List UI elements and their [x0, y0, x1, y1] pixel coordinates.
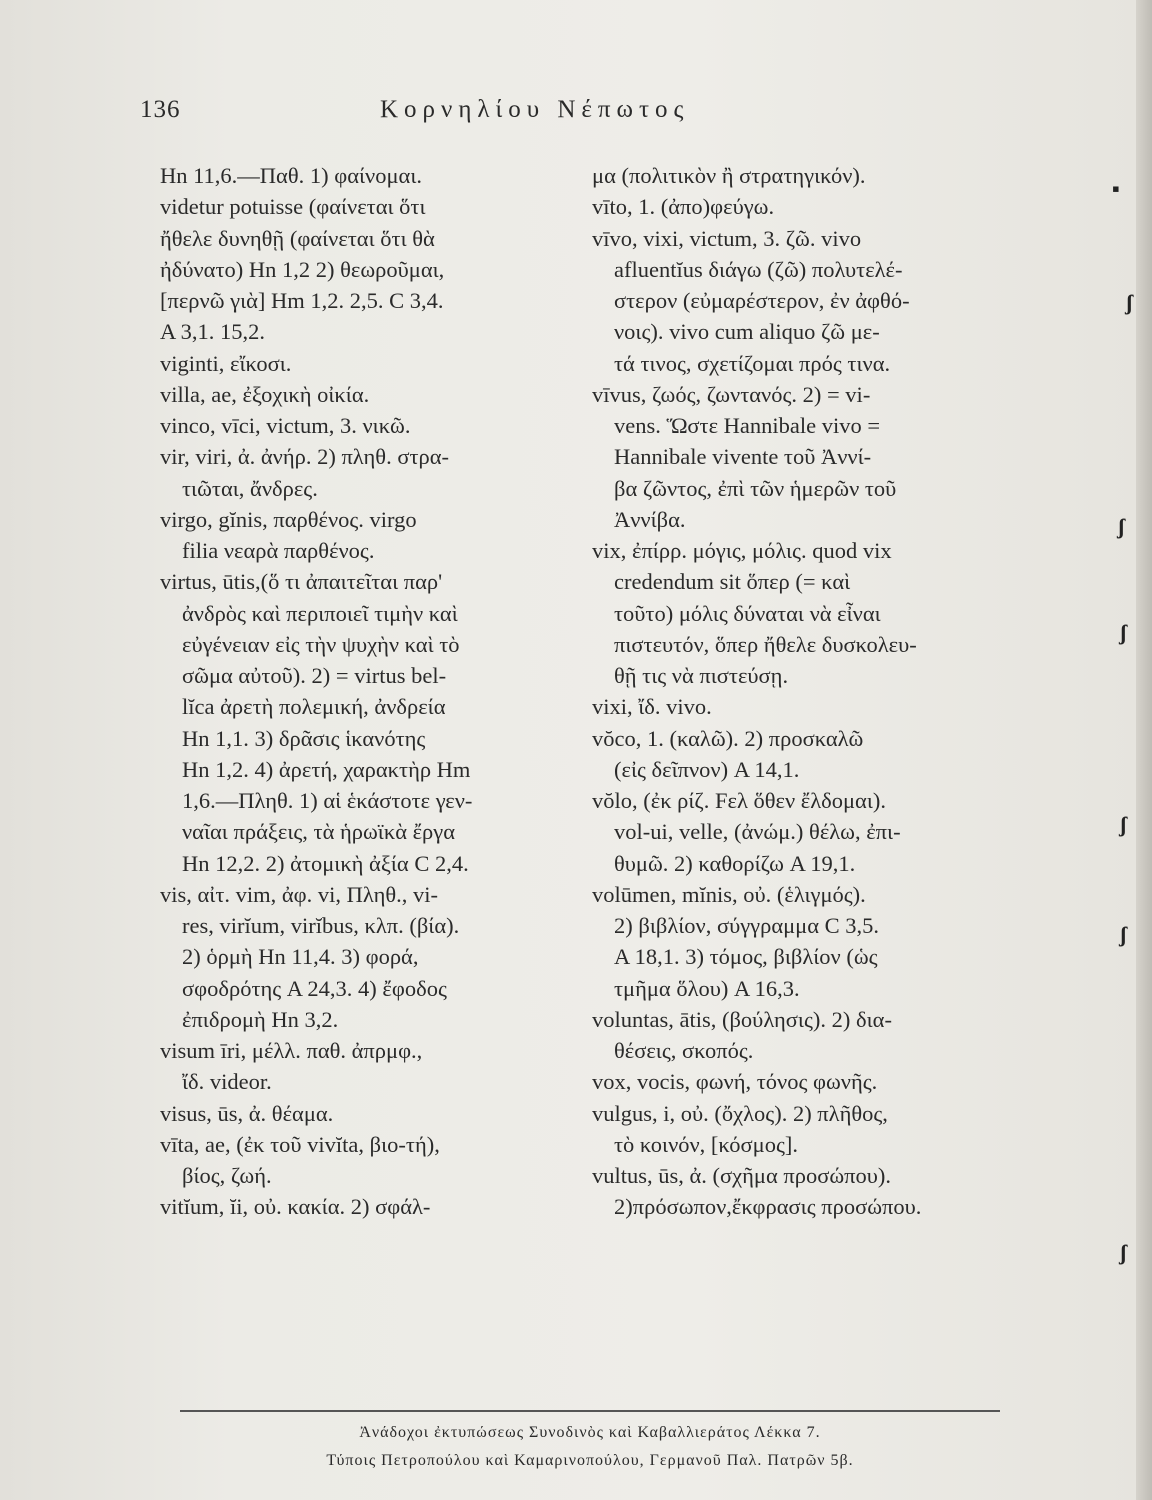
dictionary-line: vŏco, 1. (καλῶ). 2) προσκαλῶ: [592, 725, 864, 751]
dictionary-line: σῶμα αὐτοῦ). 2) = virtus bel-: [182, 663, 447, 688]
dictionary-line: filia νεαρὰ παρθένος.: [182, 538, 375, 563]
dictionary-line: μα (πολιτικὸν ἢ στρατηγικόν).: [592, 163, 866, 188]
dictionary-line: ἴδ. videor.: [182, 1069, 272, 1095]
dictionary-line: videtur potuisse (φαίνεται ὅτι: [160, 194, 426, 220]
dictionary-line: virtus, ūtis,(ὅ τι ἀπαιτεῖται παρ': [160, 569, 443, 595]
binding-hole-mark: ʃ: [1120, 812, 1127, 837]
dictionary-line: Hannibale vivente τοῦ Ἀννί-: [614, 444, 872, 470]
dictionary-line: vitĭum, ĭi, οὐ. κακία. 2) σφάλ-: [160, 1194, 431, 1220]
dictionary-line: vinco, vīci, victum, 3. νικῶ.: [160, 413, 411, 438]
footer-publisher-line: Ἀνάδοχοι ἐκτυπώσεως Συνοδινὸς καὶ Καβαλλιεράτος Λέκκα 7.: [359, 1424, 821, 1441]
dictionary-line: credendum sit ὅπερ (= καὶ: [614, 569, 851, 595]
dictionary-line: Hn 1,2. 4) ἀρετή, χαρακτὴρ Hm: [182, 756, 471, 782]
dictionary-line: virgo, gĭnis, παρθένος. virgo: [160, 506, 417, 532]
dictionary-line: [περνῶ γιὰ] Hm 1,2. 2,5. C 3,4.: [160, 288, 444, 313]
dictionary-line: 1,6.—Πληθ. 1) αἱ ἑκάστοτε γεν-: [182, 788, 473, 813]
dictionary-line: lĭca ἀρετὴ πολεμική, ἀνδρεία: [182, 694, 446, 720]
dictionary-line: afluentĭus διάγω (ζῶ) πολυτελέ-: [614, 256, 903, 282]
dictionary-line: voluntas, ātis, (βούλησις). 2) δια-: [592, 1006, 892, 1032]
page-header: [140, 96, 1000, 136]
dictionary-line: τοῦτο) μόλις δύναται νὰ εἶναι: [614, 600, 881, 626]
dictionary-line: ἀνδρὸς καὶ περιποιεῖ τιμὴν καὶ: [182, 600, 458, 626]
dictionary-line: vulgus, i, οὐ. (ὄχλος). 2) πλῆθος,: [592, 1100, 888, 1126]
dictionary-line: πιστευτόν, ὅπερ ἤθελε δυσκολευ-: [614, 631, 917, 657]
binding-hole-mark: ʃ: [1120, 620, 1127, 645]
dictionary-line: τά τινος, σχετίζομαι πρός τινα.: [614, 350, 891, 376]
dictionary-line: Hn 11,6.—Παθ. 1) φαίνομαι.: [160, 163, 423, 188]
running-title: Κορνηλίου Νέπωτος: [380, 96, 690, 123]
dictionary-line: visum īri, μέλλ. παθ. ἀπρμφ.,: [160, 1038, 423, 1063]
left-column: [160, 160, 580, 1223]
dictionary-line: vŏlo, (ἐκ ρίζ. Fελ ὅθεν ἔλδομαι).: [592, 788, 887, 813]
dictionary-line: (εἰς δεῖπνον) A 14,1.: [614, 756, 800, 782]
dictionary-line: vis, αἰτ. vim, ἀφ. vi, Πληθ., vi-: [160, 881, 439, 907]
dictionary-line: vultus, ūs, ἀ. (σχῆμα προσώπου).: [592, 1163, 892, 1188]
dictionary-line: vīvus, ζωός, ζωντανός. 2) = vi-: [592, 381, 871, 407]
dictionary-line: τιῶται, ἄνδρες.: [182, 475, 318, 501]
dictionary-line: Ἀννίβα.: [614, 506, 686, 532]
dictionary-line: viginti, εἴκοσι.: [160, 350, 292, 376]
dictionary-line: Hn 12,2. 2) ἀτομικὴ ἀξία C 2,4.: [182, 850, 469, 876]
binding-hole-mark: ʃ: [1120, 922, 1127, 947]
dictionary-line: A 18,1. 3) τόμος, βιβλίον (ὡς: [614, 944, 878, 970]
dictionary-line: εὐγένειαν εἰς τὴν ψυχὴν καὶ τὸ: [182, 631, 460, 657]
right-column: [592, 160, 1002, 1223]
dictionary-line: ἠδύνατο) Hn 1,2 2) θεωροῦμαι,: [160, 256, 445, 282]
dictionary-line: 2) ὁρμὴ Hn 11,4. 3) φορά,: [182, 944, 419, 970]
dictionary-line: vīvo, vixi, victum, 3. ζῶ. vivo: [592, 225, 862, 251]
dictionary-line: vix, ἐπίρρ. μόγις, μόλις. quod vix: [592, 538, 892, 563]
dictionary-line: νοις). vivo cum aliquo ζῶ με-: [614, 319, 880, 345]
binding-hole-mark: ʃ: [1120, 1240, 1127, 1265]
dictionary-line: 2) βιβλίον, σύγγραμμα C 3,5.: [614, 913, 880, 938]
dictionary-line: vīta, ae, (ἐκ τοῦ vivĭta, βιο-τή),: [160, 1131, 440, 1157]
binding-hole-mark: ʃ: [1118, 514, 1125, 539]
dictionary-line: vīto, 1. (ἀπο)φεύγω.: [592, 194, 775, 220]
footer-rule: [180, 1410, 1000, 1412]
binding-hole-mark: ʃ: [1126, 290, 1133, 315]
dictionary-line: ναῖαι πράξεις, τὰ ἡρωϊκὰ ἔργα: [182, 819, 456, 845]
dictionary-line: res, virĭum, virĭbus, κλπ. (βία).: [182, 913, 460, 938]
footer-printer-line: Τύποις Πετροπούλου καὶ Καμαρινοπούλου, Γερμανοῦ Παλ. Πατρῶν 5β.: [326, 1452, 854, 1469]
dictionary-line: vol-ui, velle, (ἀνώμ.) θέλω, ἐπι-: [614, 819, 901, 845]
dictionary-line: vox, vocis, φωνή, τόνος φωνῆς.: [592, 1069, 878, 1095]
dictionary-line: vir, viri, ἀ. ἀνήρ. 2) πληθ. στρα-: [160, 444, 449, 470]
dictionary-line: βα ζῶντος, ἐπὶ τῶν ἡμερῶν τοῦ: [614, 475, 897, 501]
dictionary-line: ἤθελε δυνηθῇ (φαίνεται ὅτι θὰ: [160, 225, 435, 251]
dictionary-line: vens. Ὥστε Hannibale vivo =: [614, 413, 881, 438]
dictionary-line: θῇ τις νὰ πιστεύσῃ.: [614, 663, 789, 688]
dictionary-line: visus, ūs, ἀ. θέαμα.: [160, 1100, 334, 1126]
dictionary-line: σφοδρότης A 24,3. 4) ἔφοδος: [182, 975, 447, 1001]
dictionary-line: ἐπιδρομὴ Hn 3,2.: [182, 1006, 339, 1032]
dictionary-line: βίος, ζωή.: [182, 1163, 272, 1188]
dictionary-line: τμῆμα ὅλου) A 16,3.: [614, 975, 800, 1001]
page-number: 136: [140, 96, 181, 123]
dictionary-line: villa, ae, ἐξοχικὴ οἰκία.: [160, 381, 370, 407]
dictionary-line: volūmen, mĭnis, οὐ. (ἑλιγμός).: [592, 881, 866, 907]
dictionary-line: θυμῶ. 2) καθορίζω A 19,1.: [614, 850, 856, 876]
dictionary-line: τὸ κοινόν, [κόσμος].: [614, 1131, 798, 1157]
dictionary-line: A 3,1. 15,2.: [160, 319, 266, 345]
page-edge: [1136, 0, 1152, 1500]
dictionary-line: vixi, ἴδ. vivo.: [592, 694, 712, 720]
dictionary-line: στερον (εὐμαρέστερον, ἐν ἀφθό-: [614, 288, 910, 313]
dictionary-line: 2)πρόσωπον,ἔκφρασις προσώπου.: [614, 1194, 922, 1220]
binding-hole-mark: ▪: [1112, 176, 1120, 201]
dictionary-line: θέσεις, σκοπός.: [614, 1038, 754, 1063]
dictionary-line: Hn 1,1. 3) δρᾶσις ἱκανότης: [182, 725, 426, 751]
